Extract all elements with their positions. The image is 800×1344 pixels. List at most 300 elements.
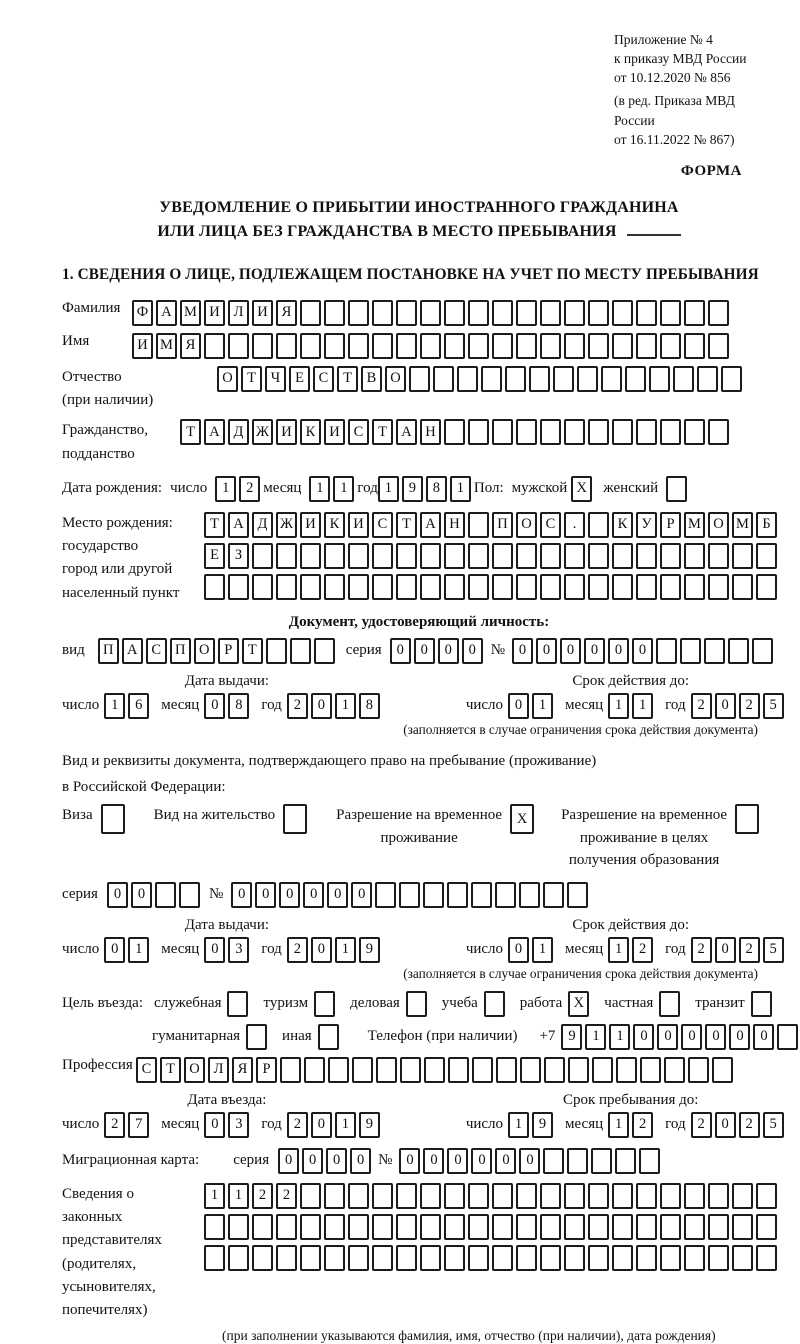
form-cell[interactable]: Б bbox=[756, 512, 777, 538]
form-cell[interactable]: 0 bbox=[303, 882, 324, 908]
form-cell[interactable]: 1 bbox=[608, 937, 629, 963]
form-cell[interactable]: А bbox=[156, 300, 177, 326]
form-cell[interactable]: Д bbox=[228, 419, 249, 445]
form-cell[interactable] bbox=[492, 574, 513, 600]
form-cell[interactable] bbox=[290, 638, 311, 664]
temp-residence-edu-checkbox[interactable] bbox=[735, 804, 762, 834]
form-cell[interactable] bbox=[228, 574, 249, 600]
form-cell[interactable] bbox=[684, 300, 705, 326]
form-cell[interactable] bbox=[564, 543, 585, 569]
form-cell[interactable] bbox=[155, 882, 176, 908]
form-cell[interactable]: 0 bbox=[447, 1148, 468, 1174]
form-cell[interactable]: 6 bbox=[128, 693, 149, 719]
form-cell[interactable] bbox=[457, 366, 478, 392]
form-cell[interactable] bbox=[300, 333, 321, 359]
form-cell[interactable]: 8 bbox=[426, 476, 447, 502]
form-cell[interactable] bbox=[704, 638, 725, 664]
form-cell[interactable] bbox=[324, 574, 345, 600]
form-cell[interactable]: 2 bbox=[691, 937, 712, 963]
form-cell[interactable] bbox=[228, 1245, 249, 1271]
form-cell[interactable] bbox=[348, 1183, 369, 1209]
form-cell[interactable] bbox=[684, 419, 705, 445]
form-cell[interactable] bbox=[228, 1214, 249, 1240]
form-cell[interactable]: 0 bbox=[278, 1148, 299, 1174]
form-cell[interactable] bbox=[444, 543, 465, 569]
form-cell[interactable] bbox=[304, 1057, 325, 1083]
form-cell[interactable]: 5 bbox=[763, 1112, 784, 1138]
form-cell[interactable] bbox=[777, 1024, 798, 1050]
form-cell[interactable] bbox=[708, 419, 729, 445]
form-cell[interactable] bbox=[252, 574, 273, 600]
form-cell[interactable] bbox=[496, 1057, 517, 1083]
form-cell[interactable] bbox=[564, 419, 585, 445]
form-cell[interactable]: 2 bbox=[632, 937, 653, 963]
form-cell[interactable] bbox=[228, 333, 249, 359]
form-cell[interactable]: 1 bbox=[228, 1183, 249, 1209]
form-cell[interactable] bbox=[420, 1214, 441, 1240]
form-cell[interactable] bbox=[444, 419, 465, 445]
form-cell[interactable] bbox=[516, 574, 537, 600]
form-cell[interactable]: 0 bbox=[311, 693, 332, 719]
form-cell[interactable]: С bbox=[313, 366, 334, 392]
form-cell[interactable] bbox=[756, 1183, 777, 1209]
form-cell[interactable]: 1 bbox=[508, 1112, 529, 1138]
form-cell[interactable] bbox=[444, 300, 465, 326]
form-cell[interactable]: 8 bbox=[359, 693, 380, 719]
form-cell[interactable]: С bbox=[136, 1057, 157, 1083]
form-cell[interactable] bbox=[372, 1214, 393, 1240]
form-cell[interactable] bbox=[447, 882, 468, 908]
form-cell[interactable]: 0 bbox=[608, 638, 629, 664]
form-cell[interactable] bbox=[204, 1214, 225, 1240]
form-cell[interactable]: О bbox=[385, 366, 406, 392]
form-cell[interactable] bbox=[636, 300, 657, 326]
form-cell[interactable] bbox=[639, 1148, 660, 1174]
form-cell[interactable] bbox=[372, 543, 393, 569]
form-cell[interactable] bbox=[420, 543, 441, 569]
form-cell[interactable] bbox=[516, 543, 537, 569]
form-cell[interactable]: 3 bbox=[228, 937, 249, 963]
form-cell[interactable] bbox=[612, 333, 633, 359]
form-cell[interactable] bbox=[636, 543, 657, 569]
form-cell[interactable]: Р bbox=[218, 638, 239, 664]
form-cell[interactable]: И bbox=[252, 300, 273, 326]
form-cell[interactable] bbox=[756, 1214, 777, 1240]
visa-checkbox[interactable] bbox=[101, 804, 128, 834]
form-cell[interactable]: 0 bbox=[632, 638, 653, 664]
form-cell[interactable] bbox=[204, 574, 225, 600]
form-cell[interactable] bbox=[708, 1183, 729, 1209]
form-cell[interactable] bbox=[564, 333, 585, 359]
form-cell[interactable] bbox=[396, 333, 417, 359]
form-cell[interactable] bbox=[673, 366, 694, 392]
form-cell[interactable]: М bbox=[180, 300, 201, 326]
form-cell[interactable]: А bbox=[122, 638, 143, 664]
form-cell[interactable] bbox=[660, 300, 681, 326]
form-cell[interactable]: 0 bbox=[519, 1148, 540, 1174]
purpose-study-checkbox[interactable] bbox=[484, 991, 508, 1017]
form-cell[interactable]: 5 bbox=[763, 693, 784, 719]
purpose-humanitarian-checkbox[interactable] bbox=[246, 1024, 270, 1050]
form-cell[interactable] bbox=[492, 543, 513, 569]
form-cell[interactable] bbox=[636, 574, 657, 600]
form-cell[interactable] bbox=[396, 300, 417, 326]
form-cell[interactable] bbox=[314, 638, 335, 664]
form-cell[interactable] bbox=[612, 1245, 633, 1271]
form-cell[interactable] bbox=[468, 543, 489, 569]
form-cell[interactable] bbox=[396, 1183, 417, 1209]
form-cell[interactable] bbox=[318, 1024, 339, 1050]
form-cell[interactable] bbox=[468, 419, 489, 445]
form-cell[interactable] bbox=[540, 333, 561, 359]
form-cell[interactable]: 2 bbox=[287, 937, 308, 963]
form-cell[interactable] bbox=[625, 366, 646, 392]
form-cell[interactable] bbox=[659, 991, 680, 1017]
form-cell[interactable]: И bbox=[132, 333, 153, 359]
form-cell[interactable]: 2 bbox=[252, 1183, 273, 1209]
form-cell[interactable]: 0 bbox=[279, 882, 300, 908]
form-cell[interactable] bbox=[567, 1148, 588, 1174]
form-cell[interactable] bbox=[179, 882, 200, 908]
form-cell[interactable] bbox=[732, 1183, 753, 1209]
form-cell[interactable]: Ж bbox=[276, 512, 297, 538]
form-cell[interactable]: 1 bbox=[378, 476, 399, 502]
form-cell[interactable]: 0 bbox=[327, 882, 348, 908]
phone-cells[interactable] bbox=[561, 1024, 800, 1050]
form-cell[interactable]: И bbox=[276, 419, 297, 445]
temp-residence-checkbox[interactable] bbox=[510, 804, 537, 834]
form-cell[interactable] bbox=[516, 1245, 537, 1271]
form-cell[interactable]: П bbox=[170, 638, 191, 664]
form-cell[interactable] bbox=[612, 543, 633, 569]
form-cell[interactable]: У bbox=[636, 512, 657, 538]
form-cell[interactable]: 0 bbox=[462, 638, 483, 664]
form-cell[interactable] bbox=[684, 1214, 705, 1240]
form-cell[interactable] bbox=[468, 1214, 489, 1240]
purpose-business-checkbox[interactable] bbox=[406, 991, 430, 1017]
form-cell[interactable] bbox=[588, 1183, 609, 1209]
form-cell[interactable] bbox=[519, 882, 540, 908]
form-cell[interactable] bbox=[252, 1214, 273, 1240]
form-cell[interactable]: Т bbox=[241, 366, 262, 392]
form-cell[interactable] bbox=[588, 574, 609, 600]
form-cell[interactable] bbox=[728, 638, 749, 664]
form-cell[interactable]: 0 bbox=[471, 1148, 492, 1174]
form-cell[interactable] bbox=[588, 1214, 609, 1240]
form-cell[interactable]: 0 bbox=[508, 693, 529, 719]
form-cell[interactable] bbox=[588, 333, 609, 359]
form-cell[interactable] bbox=[276, 333, 297, 359]
form-cell[interactable]: 0 bbox=[753, 1024, 774, 1050]
form-cell[interactable]: Л bbox=[228, 300, 249, 326]
form-cell[interactable] bbox=[324, 333, 345, 359]
form-cell[interactable]: 0 bbox=[715, 937, 736, 963]
form-cell[interactable]: 5 bbox=[763, 937, 784, 963]
form-cell[interactable] bbox=[246, 1024, 267, 1050]
form-cell[interactable] bbox=[492, 1183, 513, 1209]
form-cell[interactable] bbox=[688, 1057, 709, 1083]
form-cell[interactable]: 1 bbox=[450, 476, 471, 502]
form-cell[interactable] bbox=[420, 1245, 441, 1271]
form-cell[interactable]: Н bbox=[444, 512, 465, 538]
form-cell[interactable]: 9 bbox=[532, 1112, 553, 1138]
form-cell[interactable]: 0 bbox=[715, 1112, 736, 1138]
form-cell[interactable] bbox=[420, 333, 441, 359]
form-cell[interactable] bbox=[712, 1057, 733, 1083]
form-cell[interactable] bbox=[471, 882, 492, 908]
form-cell[interactable]: 2 bbox=[691, 693, 712, 719]
form-cell[interactable] bbox=[423, 882, 444, 908]
form-cell[interactable]: 1 bbox=[215, 476, 236, 502]
form-cell[interactable] bbox=[751, 991, 772, 1017]
form-cell[interactable]: Р bbox=[256, 1057, 277, 1083]
form-cell[interactable]: 0 bbox=[311, 1112, 332, 1138]
form-cell[interactable] bbox=[444, 574, 465, 600]
form-cell[interactable]: 0 bbox=[255, 882, 276, 908]
form-cell[interactable]: И bbox=[348, 512, 369, 538]
form-cell[interactable] bbox=[660, 574, 681, 600]
form-cell[interactable]: Я bbox=[180, 333, 201, 359]
form-cell[interactable]: 2 bbox=[104, 1112, 125, 1138]
form-cell[interactable] bbox=[721, 366, 742, 392]
form-cell[interactable]: 0 bbox=[326, 1148, 347, 1174]
form-cell[interactable] bbox=[732, 543, 753, 569]
form-cell[interactable]: 0 bbox=[231, 882, 252, 908]
form-cell[interactable] bbox=[348, 1214, 369, 1240]
form-cell[interactable]: 8 bbox=[228, 693, 249, 719]
form-cell[interactable]: 1 bbox=[335, 1112, 356, 1138]
form-cell[interactable] bbox=[300, 1214, 321, 1240]
form-cell[interactable] bbox=[399, 882, 420, 908]
form-cell[interactable] bbox=[372, 300, 393, 326]
form-cell[interactable] bbox=[612, 1183, 633, 1209]
form-cell[interactable]: 2 bbox=[691, 1112, 712, 1138]
form-cell[interactable]: К bbox=[300, 419, 321, 445]
form-cell[interactable] bbox=[375, 882, 396, 908]
form-cell[interactable]: 0 bbox=[729, 1024, 750, 1050]
purpose-tourism-checkbox[interactable] bbox=[314, 991, 338, 1017]
purpose-work-checkbox[interactable] bbox=[568, 991, 592, 1017]
form-cell[interactable]: И bbox=[204, 300, 225, 326]
form-cell[interactable] bbox=[448, 1057, 469, 1083]
form-cell[interactable] bbox=[227, 991, 248, 1017]
form-cell[interactable]: Е bbox=[204, 543, 225, 569]
form-cell[interactable]: 0 bbox=[715, 693, 736, 719]
form-cell[interactable] bbox=[592, 1057, 613, 1083]
form-cell[interactable]: 2 bbox=[239, 476, 260, 502]
form-cell[interactable] bbox=[444, 1183, 465, 1209]
form-cell[interactable] bbox=[516, 333, 537, 359]
form-cell[interactable] bbox=[492, 1245, 513, 1271]
form-cell[interactable] bbox=[276, 543, 297, 569]
form-cell[interactable] bbox=[684, 1245, 705, 1271]
form-cell[interactable] bbox=[424, 1057, 445, 1083]
form-cell[interactable] bbox=[484, 991, 505, 1017]
form-cell[interactable] bbox=[588, 543, 609, 569]
form-cell[interactable] bbox=[636, 1214, 657, 1240]
form-cell[interactable] bbox=[516, 300, 537, 326]
form-cell[interactable]: Н bbox=[420, 419, 441, 445]
form-cell[interactable]: 0 bbox=[705, 1024, 726, 1050]
form-cell[interactable]: 7 bbox=[128, 1112, 149, 1138]
form-cell[interactable] bbox=[468, 1245, 489, 1271]
form-cell[interactable] bbox=[252, 1245, 273, 1271]
purpose-private-checkbox[interactable] bbox=[659, 991, 683, 1017]
form-cell[interactable] bbox=[516, 1183, 537, 1209]
form-cell[interactable]: 0 bbox=[633, 1024, 654, 1050]
form-cell[interactable] bbox=[708, 543, 729, 569]
form-cell[interactable]: 0 bbox=[204, 1112, 225, 1138]
form-cell[interactable] bbox=[564, 300, 585, 326]
form-cell[interactable] bbox=[101, 804, 125, 834]
form-cell[interactable] bbox=[420, 300, 441, 326]
form-cell[interactable] bbox=[615, 1148, 636, 1174]
form-cell[interactable] bbox=[684, 1183, 705, 1209]
form-cell[interactable] bbox=[616, 1057, 637, 1083]
form-cell[interactable] bbox=[372, 1183, 393, 1209]
form-cell[interactable] bbox=[543, 882, 564, 908]
form-cell[interactable]: 0 bbox=[657, 1024, 678, 1050]
form-cell[interactable] bbox=[495, 882, 516, 908]
form-cell[interactable] bbox=[656, 638, 677, 664]
form-cell[interactable]: А bbox=[396, 419, 417, 445]
form-cell[interactable] bbox=[409, 366, 430, 392]
form-cell[interactable]: X bbox=[568, 991, 589, 1017]
form-cell[interactable] bbox=[756, 1245, 777, 1271]
form-cell[interactable] bbox=[564, 1245, 585, 1271]
form-cell[interactable]: Т bbox=[204, 512, 225, 538]
form-cell[interactable] bbox=[468, 574, 489, 600]
form-cell[interactable]: Ж bbox=[252, 419, 273, 445]
form-cell[interactable]: X bbox=[510, 804, 534, 834]
form-cell[interactable] bbox=[324, 1214, 345, 1240]
form-cell[interactable]: 0 bbox=[311, 937, 332, 963]
form-cell[interactable] bbox=[400, 1057, 421, 1083]
form-cell[interactable]: 2 bbox=[276, 1183, 297, 1209]
form-cell[interactable] bbox=[660, 1214, 681, 1240]
form-cell[interactable]: 9 bbox=[359, 1112, 380, 1138]
form-cell[interactable]: 1 bbox=[585, 1024, 606, 1050]
form-cell[interactable] bbox=[328, 1057, 349, 1083]
form-cell[interactable]: Т bbox=[180, 419, 201, 445]
form-cell[interactable] bbox=[732, 1245, 753, 1271]
form-cell[interactable] bbox=[468, 333, 489, 359]
form-cell[interactable] bbox=[300, 574, 321, 600]
form-cell[interactable] bbox=[649, 366, 670, 392]
form-cell[interactable] bbox=[372, 574, 393, 600]
form-cell[interactable]: 1 bbox=[532, 937, 553, 963]
form-cell[interactable] bbox=[577, 366, 598, 392]
form-cell[interactable] bbox=[568, 1057, 589, 1083]
form-cell[interactable]: 9 bbox=[402, 476, 423, 502]
purpose-transit-checkbox[interactable] bbox=[751, 991, 775, 1017]
form-cell[interactable]: 1 bbox=[104, 693, 125, 719]
form-cell[interactable]: 0 bbox=[204, 693, 225, 719]
form-cell[interactable] bbox=[444, 1214, 465, 1240]
form-cell[interactable]: 0 bbox=[512, 638, 533, 664]
form-cell[interactable]: 2 bbox=[739, 1112, 760, 1138]
form-cell[interactable] bbox=[300, 1183, 321, 1209]
form-cell[interactable] bbox=[468, 1183, 489, 1209]
form-cell[interactable] bbox=[204, 1245, 225, 1271]
form-cell[interactable] bbox=[612, 574, 633, 600]
form-cell[interactable] bbox=[396, 1214, 417, 1240]
form-cell[interactable]: О bbox=[194, 638, 215, 664]
form-cell[interactable] bbox=[348, 1245, 369, 1271]
form-cell[interactable] bbox=[433, 366, 454, 392]
form-cell[interactable] bbox=[543, 1148, 564, 1174]
form-cell[interactable] bbox=[276, 1245, 297, 1271]
form-cell[interactable]: 0 bbox=[536, 638, 557, 664]
form-cell[interactable] bbox=[376, 1057, 397, 1083]
form-cell[interactable] bbox=[752, 638, 773, 664]
form-cell[interactable] bbox=[505, 366, 526, 392]
form-cell[interactable]: 0 bbox=[560, 638, 581, 664]
form-cell[interactable] bbox=[601, 366, 622, 392]
form-cell[interactable] bbox=[348, 574, 369, 600]
form-cell[interactable] bbox=[540, 419, 561, 445]
form-cell[interactable] bbox=[564, 1214, 585, 1240]
form-cell[interactable] bbox=[591, 1148, 612, 1174]
form-cell[interactable]: Т bbox=[372, 419, 393, 445]
form-cell[interactable] bbox=[708, 333, 729, 359]
form-cell[interactable] bbox=[492, 333, 513, 359]
form-cell[interactable]: С bbox=[372, 512, 393, 538]
form-cell[interactable]: 1 bbox=[632, 693, 653, 719]
form-cell[interactable]: И bbox=[300, 512, 321, 538]
form-cell[interactable] bbox=[636, 1245, 657, 1271]
form-cell[interactable] bbox=[406, 991, 427, 1017]
form-cell[interactable] bbox=[444, 1245, 465, 1271]
form-cell[interactable]: С bbox=[146, 638, 167, 664]
form-cell[interactable]: 2 bbox=[632, 1112, 653, 1138]
form-cell[interactable] bbox=[420, 1183, 441, 1209]
form-cell[interactable] bbox=[324, 1245, 345, 1271]
form-cell[interactable]: М bbox=[684, 512, 705, 538]
form-cell[interactable] bbox=[664, 1057, 685, 1083]
form-cell[interactable]: 0 bbox=[107, 882, 128, 908]
form-cell[interactable] bbox=[756, 543, 777, 569]
form-cell[interactable] bbox=[266, 638, 287, 664]
form-cell[interactable] bbox=[636, 419, 657, 445]
form-cell[interactable] bbox=[540, 1245, 561, 1271]
form-cell[interactable]: 0 bbox=[423, 1148, 444, 1174]
form-cell[interactable]: 1 bbox=[335, 937, 356, 963]
form-cell[interactable] bbox=[396, 574, 417, 600]
form-cell[interactable]: 1 bbox=[128, 937, 149, 963]
form-cell[interactable]: 0 bbox=[104, 937, 125, 963]
form-cell[interactable] bbox=[372, 1245, 393, 1271]
form-cell[interactable] bbox=[708, 1245, 729, 1271]
form-cell[interactable] bbox=[348, 300, 369, 326]
form-cell[interactable]: 2 bbox=[739, 937, 760, 963]
form-cell[interactable] bbox=[684, 333, 705, 359]
form-cell[interactable]: М bbox=[732, 512, 753, 538]
form-cell[interactable]: 0 bbox=[495, 1148, 516, 1174]
form-cell[interactable] bbox=[348, 543, 369, 569]
form-cell[interactable] bbox=[352, 1057, 373, 1083]
sex-male-checkbox[interactable] bbox=[571, 476, 595, 502]
form-cell[interactable]: Т bbox=[396, 512, 417, 538]
form-cell[interactable] bbox=[708, 300, 729, 326]
form-cell[interactable] bbox=[468, 300, 489, 326]
form-cell[interactable] bbox=[636, 333, 657, 359]
form-cell[interactable] bbox=[612, 419, 633, 445]
form-cell[interactable]: О bbox=[708, 512, 729, 538]
form-cell[interactable] bbox=[468, 512, 489, 538]
form-cell[interactable] bbox=[516, 419, 537, 445]
form-cell[interactable]: 9 bbox=[561, 1024, 582, 1050]
